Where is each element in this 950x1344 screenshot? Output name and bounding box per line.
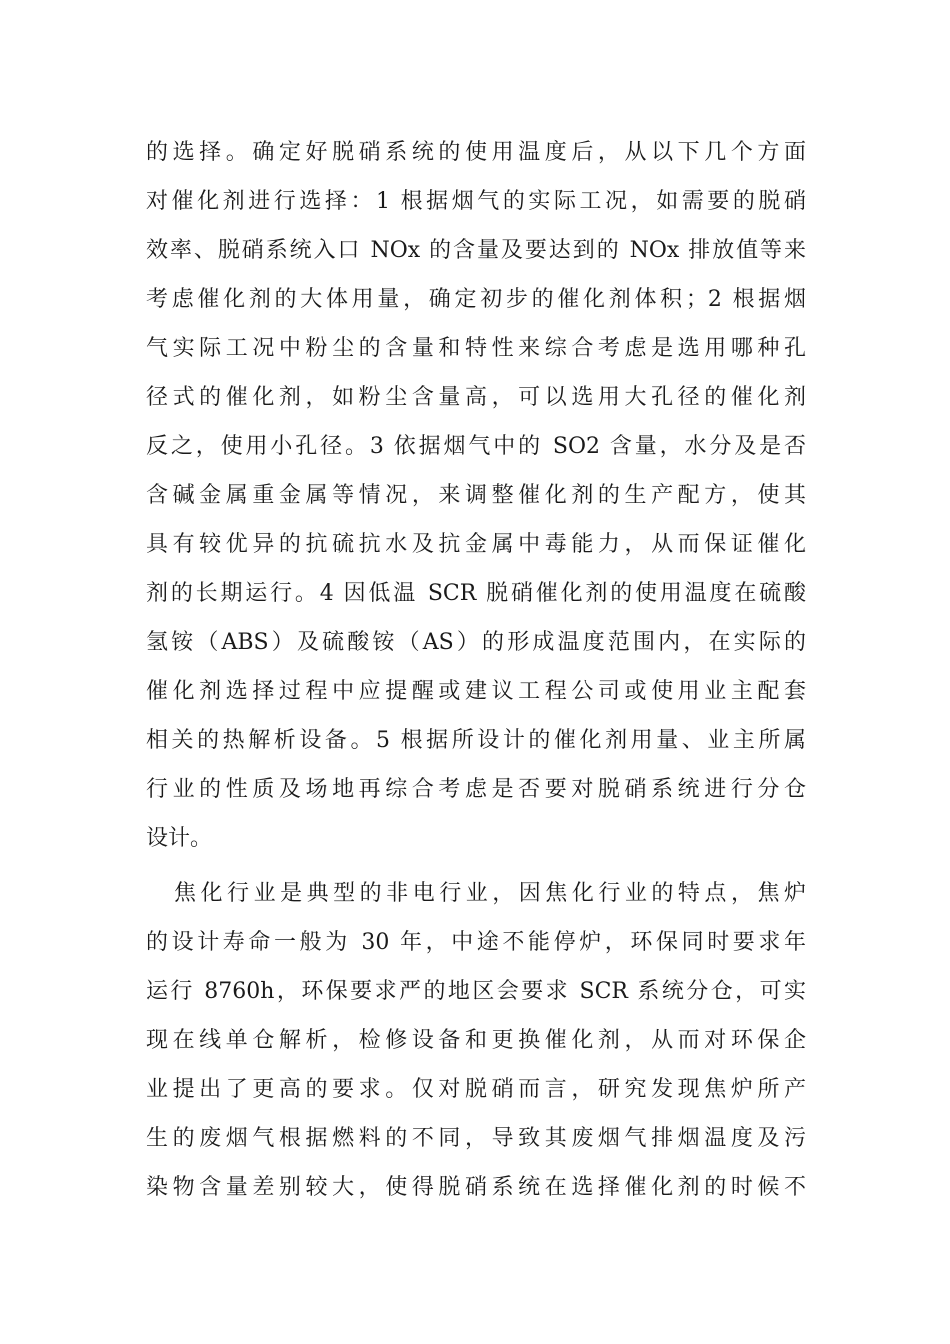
paragraph-catalyst-selection xyxy=(146,128,806,863)
text-line: 氢铵（ABS）及硫酸铵（AS）的形成温度范围内，在实际的 xyxy=(146,630,806,655)
text-line: 对催化剂进行选择：1 根据烟气的实际工况，如需要的脱硝 xyxy=(146,189,806,214)
text-line: 设计。 xyxy=(146,826,213,851)
text-line: 相关的热解析设备。5 根据所设计的催化剂用量、业主所属 xyxy=(146,728,806,753)
text-line: 焦化行业是典型的非电行业，因焦化行业的特点，焦炉 xyxy=(174,881,806,906)
text-line: 剂的长期运行。4 因低温 SCR 脱硝催化剂的使用温度在硫酸 xyxy=(146,581,806,606)
text-line: 的选择。确定好脱硝系统的使用温度后，从以下几个方面 xyxy=(146,140,806,165)
text-line: 染物含量差别较大，使得脱硝系统在选择催化剂的时候不 xyxy=(146,1175,806,1200)
text-line: 生的废烟气根据燃料的不同，导致其废烟气排烟温度及污 xyxy=(146,1126,806,1151)
text-line: 现在线单仓解析，检修设备和更换催化剂，从而对环保企 xyxy=(146,1028,806,1053)
text-line: 行业的性质及场地再综合考虑是否要对脱硝系统进行分仓 xyxy=(146,777,806,802)
text-line: 效率、脱硝系统入口 NOx 的含量及要达到的 NOx 排放值等来 xyxy=(146,238,806,263)
text-line: 具有较优异的抗硫抗水及抗金属中毒能力，从而保证催化 xyxy=(146,532,806,557)
text-line: 气实际工况中粉尘的含量和特性来综合考虑是选用哪种孔 xyxy=(146,336,806,361)
text-line: 径式的催化剂，如粉尘含量高，可以选用大孔径的催化剂 xyxy=(146,385,806,410)
paragraph-coking-industry xyxy=(146,869,806,1212)
text-line: 反之，使用小孔径。3 依据烟气中的 SO2 含量，水分及是否 xyxy=(146,434,806,459)
text-line: 考虑催化剂的大体用量，确定初步的催化剂体积；2 根据烟 xyxy=(146,287,806,312)
text-line: 运行 8760h，环保要求严的地区会要求 SCR 系统分仓，可实 xyxy=(146,979,806,1004)
text-line: 含碱金属重金属等情况，来调整催化剂的生产配方，使其 xyxy=(146,483,806,508)
text-line: 催化剂选择过程中应提醒或建议工程公司或使用业主配套 xyxy=(146,679,806,704)
text-line: 业提出了更高的要求。仅对脱硝而言，研究发现焦炉所产 xyxy=(146,1077,806,1102)
text-line: 的设计寿命一般为 30 年，中途不能停炉，环保同时要求年 xyxy=(146,930,806,955)
